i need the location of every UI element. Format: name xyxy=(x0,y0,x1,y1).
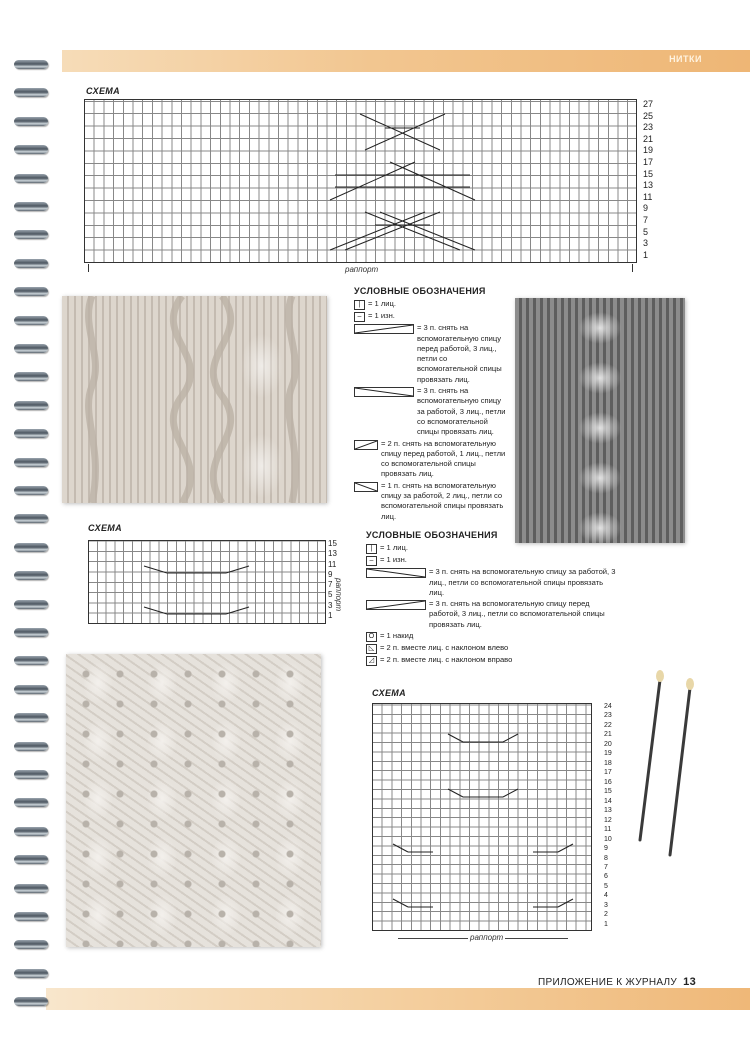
row-number: 15 xyxy=(328,539,337,548)
decrease-left-icon: ◺ xyxy=(366,644,377,654)
knit-symbol-icon: | xyxy=(354,300,365,310)
row-number: 5 xyxy=(328,590,333,600)
spiral-ring xyxy=(14,600,48,609)
spiral-ring xyxy=(14,884,48,893)
spiral-ring xyxy=(14,88,48,97)
legend2-item-knit xyxy=(366,543,616,554)
spiral-ring xyxy=(14,259,48,268)
legend1-item-text: = 1 изн. xyxy=(368,311,395,321)
legend1-title: УСЛОВНЫЕ ОБОЗНАЧЕНИЯ xyxy=(354,286,486,296)
row-number: 15 xyxy=(604,788,612,796)
row-number: 16 xyxy=(604,778,612,786)
spiral-ring xyxy=(14,969,48,978)
row-number: 21 xyxy=(643,133,654,144)
legend1-item-text: = 1 лиц. xyxy=(368,299,397,309)
legend2-item-cable-front xyxy=(366,599,616,630)
spiral-ring xyxy=(14,145,48,154)
page-number: 13 xyxy=(683,976,696,988)
row-number: 11 xyxy=(604,826,612,834)
row-number: 22 xyxy=(604,721,612,729)
row-number: 9 xyxy=(643,203,649,214)
row-number: 7 xyxy=(643,215,649,226)
row-number: 3 xyxy=(604,901,608,909)
cable-left-cross-icon xyxy=(366,600,426,610)
knit-symbol-icon: | xyxy=(366,544,377,554)
row-number: 13 xyxy=(604,807,612,815)
legend2-item-text: = 1 накид xyxy=(380,631,414,641)
spiral-ring xyxy=(14,486,48,495)
decrease-right-icon: ◿ xyxy=(366,656,377,666)
purl-symbol-icon: – xyxy=(354,312,365,322)
row-number: 8 xyxy=(604,854,608,862)
spiral-ring xyxy=(14,543,48,552)
legend2-item-text: = 1 лиц. xyxy=(380,543,409,553)
cable-pattern-drawing xyxy=(62,296,327,503)
legend1-item-text: = 2 п. снять на вспомогательную спицу перед работой, 1 лиц., петли со вспомогательной спицы провязать лиц. xyxy=(381,438,506,479)
row-number: 6 xyxy=(604,873,608,881)
legend2-title: УСЛОВНЫЕ ОБОЗНАЧЕНИЯ xyxy=(366,530,498,540)
spiral-ring xyxy=(14,174,48,183)
legend2 xyxy=(366,530,616,667)
row-number: 3 xyxy=(643,238,649,249)
header-band xyxy=(62,50,750,72)
cable-left-cross-icon xyxy=(354,324,414,334)
yarnover-icon: O xyxy=(366,632,377,642)
spiral-ring xyxy=(14,628,48,637)
spiral-ring xyxy=(14,912,48,921)
spiral-ring xyxy=(14,798,48,807)
row-number: 3 xyxy=(328,600,333,610)
twist-left-icon xyxy=(354,440,378,450)
schema2-rapport-label: раппорт xyxy=(334,578,343,612)
legend1-item-knit xyxy=(354,299,509,310)
spiral-ring xyxy=(14,940,48,949)
row-number: 24 xyxy=(604,703,612,710)
row-number: 4 xyxy=(604,892,608,900)
legend1-item-text: = 3 п. снять на вспомогательную спицу перед работой, 3 лиц., петли со вспомогательной спицы провязать лиц. xyxy=(417,323,502,384)
legend1-item-text: = 3 п. снять на вспомогательную спицу за работой, 3 лиц., петли со вспомогательной спицы провязать лиц. xyxy=(417,386,506,437)
legend1-item-purl xyxy=(354,311,509,322)
spiral-binding xyxy=(14,60,50,1020)
spiral-ring xyxy=(14,60,48,69)
spiral-ring xyxy=(14,571,48,580)
schema1-row-numbers xyxy=(643,100,653,260)
schema1-grid xyxy=(84,99,637,263)
schema3-row-numbers xyxy=(604,703,612,928)
spiral-ring xyxy=(14,344,48,353)
spiral-ring xyxy=(14,997,48,1006)
cable-right-cross-icon xyxy=(366,568,426,578)
knitting-needles-icon xyxy=(632,660,702,860)
row-number: 23 xyxy=(643,122,654,133)
spiral-ring xyxy=(14,401,48,410)
row-number: 20 xyxy=(604,740,612,748)
cable-right-cross-icon xyxy=(354,387,414,397)
row-number: 9 xyxy=(604,845,608,853)
schema3-rapport-label: раппорт xyxy=(470,933,504,942)
legend1-item-cable-front xyxy=(354,323,509,385)
schema2-cable-lines xyxy=(89,541,325,623)
row-number: 27 xyxy=(643,99,654,109)
footer-text: ПРИЛОЖЕНИЕ К ЖУРНАЛУ xyxy=(538,977,678,988)
schema3-title: СХЕМА xyxy=(372,688,406,698)
row-number: 7 xyxy=(328,580,333,590)
spiral-ring xyxy=(14,372,48,381)
spiral-ring xyxy=(14,117,48,126)
row-number: 10 xyxy=(604,835,612,843)
legend1-item-cable-back xyxy=(354,386,509,437)
row-number: 17 xyxy=(643,157,654,168)
spiral-ring xyxy=(14,316,48,325)
legend2-item-text: = 3 п. снять на вспомогательную спицу за работой, 3 лиц., петли со вспомогательной спицы провязать лиц. xyxy=(429,567,616,597)
schema2-grid xyxy=(88,540,326,624)
row-number: 21 xyxy=(604,731,612,739)
legend2-item-cable-back xyxy=(366,567,616,598)
spiral-ring xyxy=(14,656,48,665)
row-number: 7 xyxy=(604,863,608,871)
row-number: 23 xyxy=(604,712,612,720)
legend1 xyxy=(354,286,509,523)
purl-symbol-icon: – xyxy=(366,556,377,566)
row-number: 25 xyxy=(643,110,654,121)
schema1-title: СХЕМА xyxy=(86,86,120,96)
schema1-cable-lines xyxy=(85,100,636,262)
spiral-ring xyxy=(14,230,48,239)
spiral-ring xyxy=(14,429,48,438)
legend2-item-purl xyxy=(366,555,616,566)
spiral-ring xyxy=(14,458,48,467)
spiral-ring xyxy=(14,713,48,722)
row-number: 12 xyxy=(604,816,612,824)
row-number: 18 xyxy=(604,759,612,767)
legend2-item-text: = 3 п. снять на вспомогательную спицу перед работой, 3 лиц., петли со вспомогательной спицы провязать лиц. xyxy=(429,599,605,629)
row-number: 17 xyxy=(604,769,612,777)
knit-sample-photo-2 xyxy=(515,298,685,543)
row-number: 2 xyxy=(604,911,608,919)
row-number: 19 xyxy=(643,145,654,156)
spiral-ring xyxy=(14,827,48,836)
spiral-ring xyxy=(14,514,48,523)
footer-band xyxy=(46,988,750,1010)
row-number: 1 xyxy=(643,249,649,260)
page-footer xyxy=(538,976,696,988)
row-number: 9 xyxy=(328,569,333,579)
spiral-ring xyxy=(14,770,48,779)
knit-sample-photo-3 xyxy=(66,654,321,947)
legend2-item-text: = 1 изн. xyxy=(380,555,407,565)
legend2-item-yarnover xyxy=(366,631,616,642)
row-number: 13 xyxy=(328,549,337,559)
row-number: 11 xyxy=(643,191,653,202)
spiral-ring xyxy=(14,287,48,296)
spiral-ring xyxy=(14,855,48,864)
legend2-item-text: = 2 п. вместе лиц. с наклоном влево xyxy=(380,643,509,653)
spiral-ring xyxy=(14,202,48,211)
row-number: 15 xyxy=(643,168,654,179)
spiral-ring xyxy=(14,742,48,751)
knit-sample-photo-1 xyxy=(62,296,327,503)
legend2-item-k2tog-right xyxy=(366,655,616,666)
row-number: 1 xyxy=(604,920,608,928)
schema1-rapport-start xyxy=(88,264,89,272)
legend1-item-twist-back xyxy=(354,481,509,522)
legend2-item-k2tog-left xyxy=(366,643,616,654)
row-number: 14 xyxy=(604,797,612,805)
row-number: 5 xyxy=(643,226,649,237)
legend1-item-text: = 1 п. снять на вспомогательную спицу за работой, 2 лиц., петли со вспомогательной спицы провязать лиц. xyxy=(381,480,504,521)
schema1-rapport-end xyxy=(632,264,633,272)
row-number: 1 xyxy=(328,610,333,620)
schema3-cable-lines xyxy=(373,704,591,930)
legend1-item-twist-front xyxy=(354,439,509,480)
legend2-item-text: = 2 п. вместе лиц. с наклоном вправо xyxy=(380,655,513,665)
row-number: 11 xyxy=(328,559,337,569)
schema3-grid xyxy=(372,703,592,931)
schema2-title: СХЕМА xyxy=(88,523,122,533)
row-number: 5 xyxy=(604,882,608,890)
spiral-ring xyxy=(14,685,48,694)
twist-right-icon xyxy=(354,482,378,492)
header-tag: НИТКИ xyxy=(669,54,702,64)
schema1-rapport-label: раппорт xyxy=(345,265,379,274)
row-number: 13 xyxy=(643,180,654,191)
row-number: 19 xyxy=(604,750,612,758)
